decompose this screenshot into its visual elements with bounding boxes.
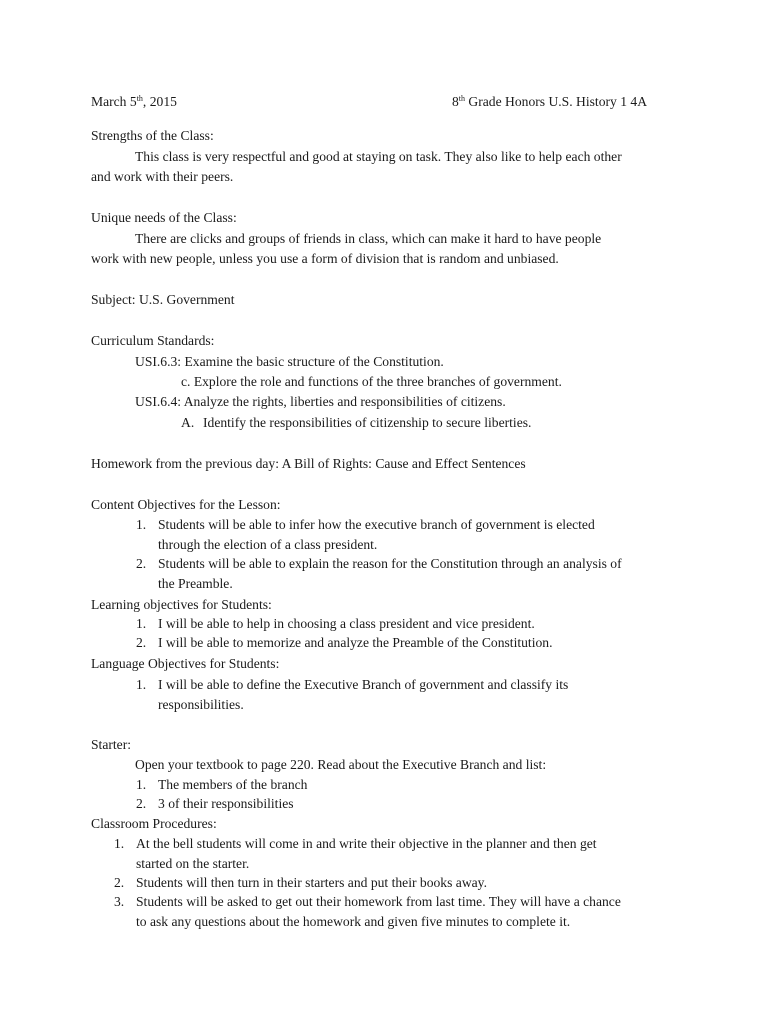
standard-usi-6-4-sub-marker: A. — [181, 415, 195, 430]
content-objective-2-line-1: Students will be able to explain the reason for the Constitution through an analysis of — [158, 556, 622, 571]
language-objective-1-line-2: responsibilities. — [158, 697, 244, 712]
standard-usi-6-3-sub: c. Explore the role and functions of the three branches of government. — [181, 374, 562, 389]
standard-usi-6-4: USI.6.4: Analyze the rights, liberties and responsibilities of citizens. — [135, 394, 506, 409]
starter-intro: Open your textbook to page 220. Read about the Executive Branch and list: — [135, 757, 547, 772]
standard-usi-6-3: USI.6.3: Examine the basic structure of the Constitution. — [135, 354, 444, 369]
content-objectives-heading: Content Objectives for the Lesson: — [91, 497, 281, 512]
list-number: 1. — [136, 777, 147, 792]
homework-line: Homework from the previous day: A Bill of Rights: Cause and Effect Sentences — [91, 456, 526, 471]
standard-usi-6-4-sub: Identify the responsibilities of citizenship to secure liberties. — [203, 415, 532, 430]
list-number: 1. — [136, 517, 147, 532]
curriculum-heading: Curriculum Standards: — [91, 333, 215, 348]
procedure-2-line-1: Students will then turn in their starters and put their books away. — [136, 875, 487, 890]
procedure-3-line-1: Students will be asked to get out their homework from last time. They will have a chance — [136, 894, 621, 909]
lesson-date: March 5th, 2015 — [91, 94, 177, 109]
strengths-text-line-1: This class is very respectful and good at staying on task. They also like to help each other — [135, 149, 622, 164]
content-objective-1-line-1: Students will be able to infer how the executive branch of government is elected — [158, 517, 595, 532]
procedure-3-line-2: to ask any questions about the homework and given five minutes to complete it. — [136, 914, 571, 929]
learning-objective-1: I will be able to help in choosing a class president and vice president. — [158, 616, 535, 631]
course-title: 8th Grade Honors U.S. History 1 4A — [452, 94, 648, 109]
language-objective-1-line-1: I will be able to define the Executive Branch of government and classify its — [158, 677, 569, 692]
list-number: 2. — [136, 556, 147, 571]
list-number: 2. — [136, 635, 147, 650]
unique-needs-text-line-1: There are clicks and groups of friends in class, which can make it hard to have people — [135, 231, 602, 246]
strengths-text-line-2: and work with their peers. — [91, 169, 234, 184]
list-number: 3. — [114, 894, 125, 909]
content-objective-1-line-2: through the election of a class president. — [158, 537, 378, 552]
strengths-heading: Strengths of the Class: — [91, 128, 214, 143]
learning-objective-2: I will be able to memorize and analyze the Preamble of the Constitution. — [158, 635, 553, 650]
procedure-1-line-2: started on the starter. — [136, 856, 250, 871]
list-number: 2. — [136, 796, 147, 811]
starter-item-1: The members of the branch — [158, 777, 308, 792]
learning-objectives-heading: Learning objectives for Students: — [91, 597, 272, 612]
list-number: 1. — [136, 616, 147, 631]
unique-needs-text-line-2: work with new people, unless you use a form of division that is random and unbiased. — [91, 251, 559, 266]
unique-needs-heading: Unique needs of the Class: — [91, 210, 237, 225]
list-number: 1. — [114, 836, 125, 851]
subject-line: Subject: U.S. Government — [91, 292, 235, 307]
starter-heading: Starter: — [91, 737, 132, 752]
content-objective-2-line-2: the Preamble. — [158, 576, 233, 591]
procedures-heading: Classroom Procedures: — [91, 816, 217, 831]
language-objectives-heading: Language Objectives for Students: — [91, 656, 280, 671]
procedure-1-line-1: At the bell students will come in and write their objective in the planner and then get — [136, 836, 597, 851]
starter-item-2: 3 of their responsibilities — [158, 796, 294, 811]
list-number: 1. — [136, 677, 147, 692]
list-number: 2. — [114, 875, 125, 890]
